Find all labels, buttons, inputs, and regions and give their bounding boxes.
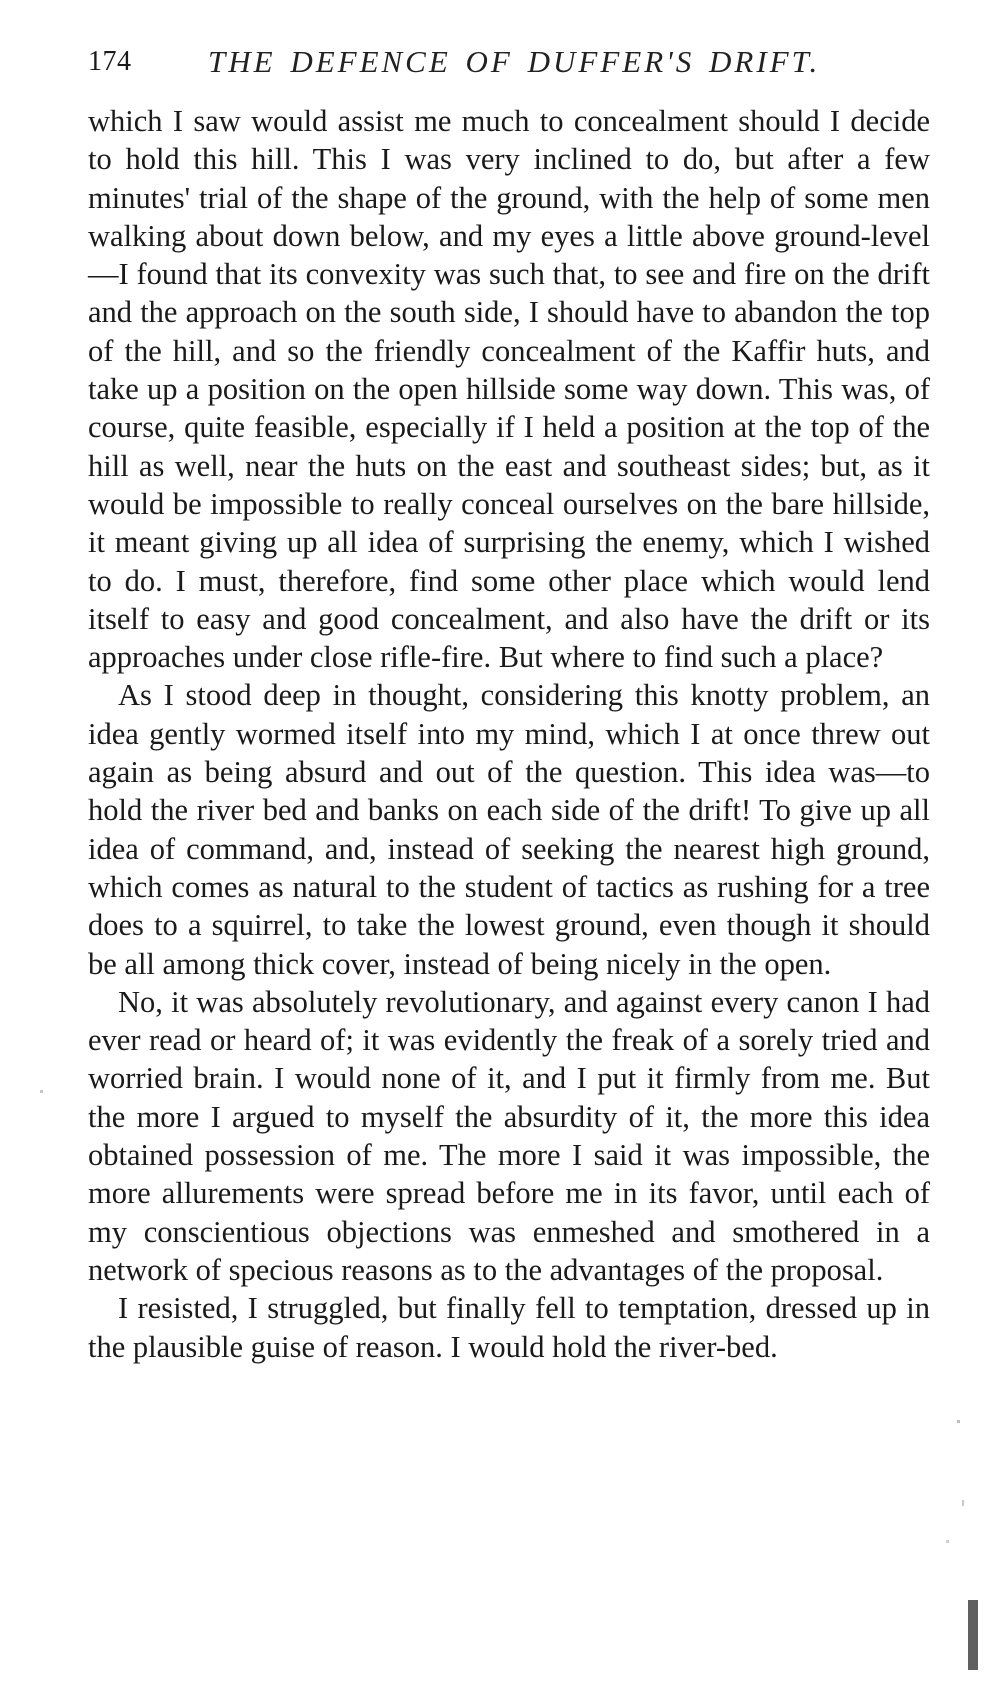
running-header: [88, 44, 948, 84]
paragraph-continued: which I saw would assist me much to concealment should I decide to hold this hill. This I was very inclined to do, but after a few minutes' trial of the shape of the ground, with the help of some men walking about down below, and my eyes a little above ground-level—I found that its convexity was such that, to see and fire on the drift and the approach on the south side, I should have to abandon the top of the hill, and so the friendly concealment of the Kaffir huts, and take up a position on the open hillside some way down. This was, of course, quite feasible, especially if I held a position at the top of the hill as well, near the huts on the east and southeast sides; but, as it would be impossible to really conceal ourselves on the bare hillside, it meant giving up all idea of surprising the enemy, which I wished to do. I must, therefore, find some other place which would lend itself to easy and good concealment, and also have the drift or its approaches under close rifle-fire. But where to find such a place?: [88, 104, 930, 675]
paragraph-knotty-problem: As I stood deep in thought, considering this knotty problem, an idea gently wormed itself into my mind, which I at once threw out again as being absurd and out of the question. This idea was—to hold the river bed and banks on each side of the drift! To give up all idea of command, and, instead of seeking the nearest high ground, which comes as natural to the student of tactics as rushing for a tree does to a squirrel, to take the lowest ground, even though it should be all among thick cover, instead of being nicely in the open.: [88, 678, 930, 981]
paragraph-river-bed: I resisted, I struggled, but finally fell to temptation, dressed up in the plausible guise of reason. I would hold the river-bed.: [88, 1291, 930, 1364]
body-text: [88, 102, 930, 1366]
page-number: 174: [88, 46, 132, 77]
paragraph-revolutionary: No, it was absolutely revolutionary, and against every canon I had ever read or heard of; it was evidently the freak of a sorely tried and worried brain. I would none of it, and I put it firmly from me. But the more I argued to myself the absurdity of it, the more this idea obtained possession of me. The more I said it was impossible, the more allurements were spread before me in its favor, until each of my conscientious objections was enmeshed and smothered in a network of specious reasons as to the advantages of the proposal.: [88, 984, 930, 1287]
running-title: THE DEFENCE OF DUFFER'S DRIFT.: [208, 44, 821, 79]
